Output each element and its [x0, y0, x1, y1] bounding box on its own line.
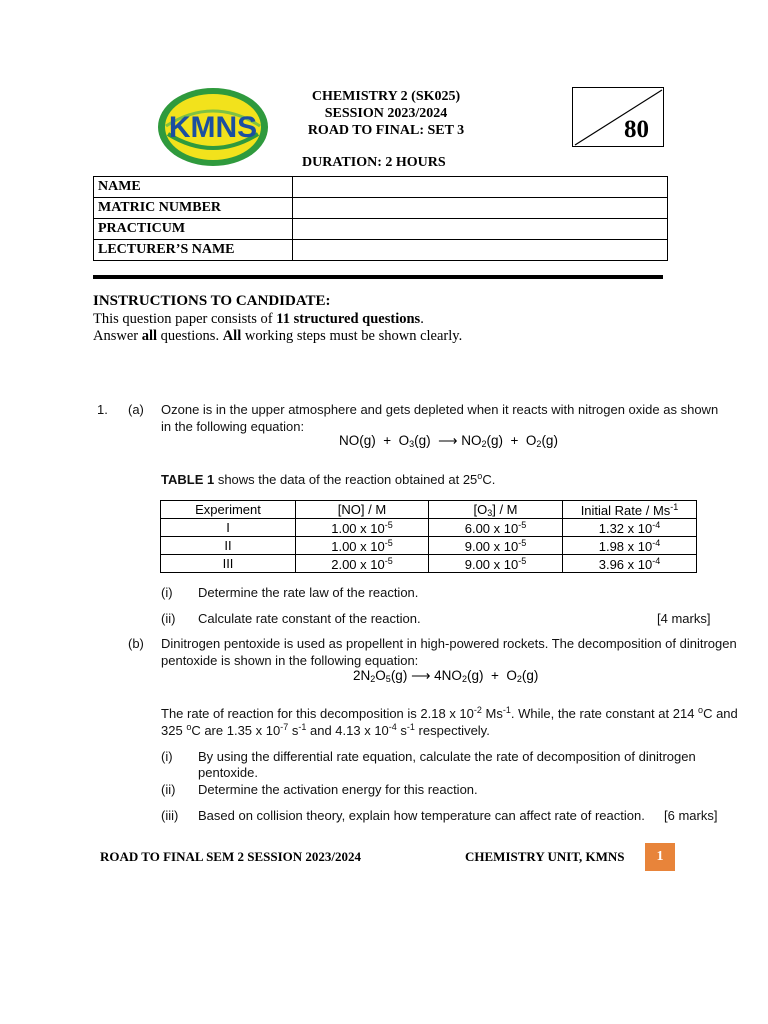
name-field[interactable] [293, 177, 668, 198]
info-label: LECTURER’S NAME [94, 240, 293, 261]
info-row-lecturer [94, 240, 668, 261]
score-box [572, 87, 664, 147]
candidate-info-table [93, 176, 668, 261]
instructions-title: INSTRUCTIONS TO CANDIDATE: [93, 293, 331, 309]
matric-number-field[interactable] [293, 198, 668, 219]
col-header-o3: $[O_3]$ / M [429, 501, 563, 519]
duration: DURATION: 2 HOURS [302, 155, 446, 170]
instructions-line-1: This question paper consists of 11 structured questions. [93, 311, 424, 327]
session-title: SESSION 2023/2024 [324, 106, 448, 121]
cell-no: 1.00 x $10^{-5}$ [296, 537, 429, 555]
cell-rate: 3.96 x $10^{-4}$ [563, 555, 697, 573]
page-number: 1 [645, 843, 675, 871]
table-row [161, 555, 697, 573]
part-a-label: (a) [128, 402, 144, 417]
part-a-text: Ozone is in the upper atmosphere and gets depleted when it reacts with nitrogen oxide as shown [161, 402, 719, 417]
col-header-no: [NO] / M [296, 501, 429, 519]
cell-o3: 6.00 x $10^{-5}$ [429, 519, 563, 537]
equation-ozone: $NO(g) + O_3(g)$ ⟶ $NO_2(g) + O_2(g)$ [339, 433, 558, 449]
logo-text: KMNS [168, 111, 258, 144]
equation-n2o5: $2N_2O_5(g)$ ⟶ $4NO_2(g) + O_2(g)$ [353, 668, 539, 684]
part-b-label: (b) [128, 636, 144, 651]
info-row-name [94, 177, 668, 198]
part-b-marks: [6 marks] [664, 808, 718, 823]
divider [93, 275, 663, 279]
part-b-rate-line-1: The rate of reaction for this decomposition is 2.18 x $10^{-2}$ $Ms^{-1}$. While, the rate constant at 214 $^o$C and [161, 705, 738, 721]
part-a-text: in the following equation: [161, 419, 305, 434]
info-label: NAME [94, 177, 293, 198]
cell-rate: 1.32 x $10^{-4}$ [563, 519, 697, 537]
part-b-i: By using the differential rate equation, calculate the rate of decomposition of dinitrogen [198, 749, 696, 764]
course-title: CHEMISTRY 2 (SK025) [311, 89, 461, 104]
instructions-line-2: Answer all questions. All working steps must be shown clearly. [93, 328, 463, 344]
cell-rate: 1.98 x $10^{-4}$ [563, 537, 697, 555]
question-number: 1. [97, 402, 108, 417]
rate-data-table [160, 500, 697, 573]
cell-experiment: II [161, 537, 296, 555]
cell-experiment: I [161, 519, 296, 537]
part-a-marks: [4 marks] [657, 611, 711, 626]
info-label: MATRIC NUMBER [94, 198, 293, 219]
part-b-ii: Determine the activation energy for this reaction. [198, 782, 478, 797]
footer-right: CHEMISTRY UNIT, KMNS [465, 849, 625, 864]
part-b-i-cont: pentoxide. [198, 765, 258, 780]
practicum-field[interactable] [293, 219, 668, 240]
college-logo [156, 86, 270, 168]
col-header-rate: Initial Rate / $Ms^{-1}$ [563, 501, 697, 519]
part-b-text: pentoxide is shown in the following equation: [161, 653, 419, 668]
part-b-rate-line-2: 325 $^o$C are 1.35 x $10^{-7}$ $s^{-1}$ and 4.13 x $10^{-4}$ $s^{-1}$ respectively. [161, 722, 490, 738]
table-caption: TABLE 1 shows the data of the reaction obtained at 25$^o$C. [161, 471, 496, 487]
cell-experiment: III [161, 555, 296, 573]
sub-label: (i) [161, 585, 173, 600]
table-row [161, 519, 697, 537]
info-label: PRACTICUM [94, 219, 293, 240]
col-header-experiment: Experiment [161, 501, 296, 519]
part-a-i: Determine the rate law of the reaction. [198, 585, 419, 600]
table-header-row [161, 501, 697, 519]
lecturer-name-field[interactable] [293, 240, 668, 261]
cell-o3: 9.00 x $10^{-5}$ [429, 537, 563, 555]
cell-o3: 9.00 x $10^{-5}$ [429, 555, 563, 573]
sub-label: (i) [161, 749, 173, 764]
sub-label: (iii) [161, 808, 179, 823]
cell-no: 1.00 x $10^{-5}$ [296, 519, 429, 537]
sub-label: (ii) [161, 782, 176, 797]
total-marks: 80 [624, 116, 649, 143]
part-a-ii: Calculate rate constant of the reaction. [198, 611, 421, 626]
part-b-iii: Based on collision theory, explain how temperature can affect rate of reaction. [198, 808, 645, 823]
table-row [161, 537, 697, 555]
cell-no: 2.00 x $10^{-5}$ [296, 555, 429, 573]
footer-left: ROAD TO FINAL SEM 2 SESSION 2023/2024 [100, 849, 362, 864]
set-title: ROAD TO FINAL: SET 3 [307, 123, 465, 138]
info-row-practicum [94, 219, 668, 240]
sub-label: (ii) [161, 611, 176, 626]
info-row-matric [94, 198, 668, 219]
part-b-text: Dinitrogen pentoxide is used as propellent in high-powered rockets. The decomposition of dinitrogen [161, 636, 737, 651]
